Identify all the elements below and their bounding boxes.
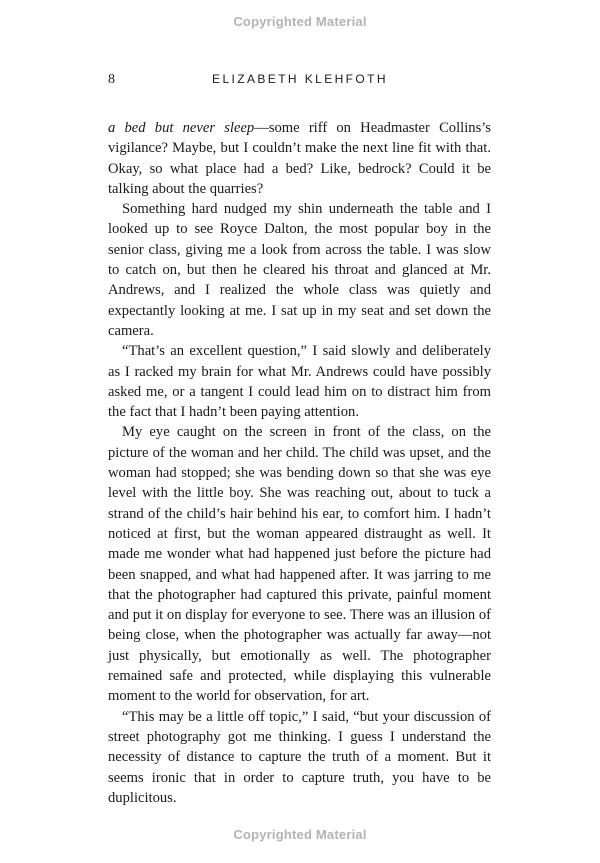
paragraph — [108, 118, 491, 199]
paragraph: Something hard nudged my shin underneath the table and I looked up to see Royce Dalton, the most popular boy in the senior class, giving me a look from across the table. I was slow to catch on, but then he cleared his throat and glanced at Mr. Andrews, and I realized the whole class was quietly and expectantly looking at me. I sat up in my seat and set down the camera. — [108, 201, 491, 339]
paragraph-text: —some riff on Headmaster Collins’s vigilance? Maybe, but I couldn’t make the next line fit with that. Okay, so what place had a bed? Like, bedrock? Could it be talking about the quarries? — [108, 120, 491, 197]
copyright-watermark-bottom: Copyrighted Material — [233, 827, 367, 842]
body-text — [108, 118, 491, 808]
page-number: 8 — [108, 72, 115, 87]
copyright-watermark-top: Copyrighted Material — [233, 14, 367, 29]
running-head-author: ELIZABETH KLEHFOTH — [212, 72, 388, 86]
paragraph: “This may be a little off topic,” I said, “but your discussion of street photography got me thinking. I guess I understand the necessity of distance to capture the truth of a moment. But it seems ironic that in order to capture truth, you have to be duplicitous. — [108, 708, 491, 806]
italic-lead-text: a bed but never sleep — [108, 120, 255, 136]
paragraph: My eye caught on the screen in front of the class, on the picture of the woman and her child. The child was upset, and the woman had stopped; she was bending down so that she was eye level with the little boy. She was reaching out, about to tuck a strand of the child’s hair behind his ear, to comfort him. I hadn’t noticed at first, but the woman appeared distraught as well. It made me wonder what had happened just before the picture had been snapped, and what had happened after. It was jarring to me that the photographer had captured this private, painful moment and put it on display for everyone to see. There was an illusion of being close, when the photographer was actually far away—not just physically, but emotionally as well. The photographer remained safe and protected, while displaying this vulnerable moment to the world for observation, for art. — [108, 424, 491, 705]
paragraph: “That’s an excellent question,” I said slowly and deliberately as I racked my brain for what Mr. Andrews could have possibly asked me, or a tangent I could lead him on to distract him from the fact that I hadn’t been paying attention. — [108, 343, 491, 421]
